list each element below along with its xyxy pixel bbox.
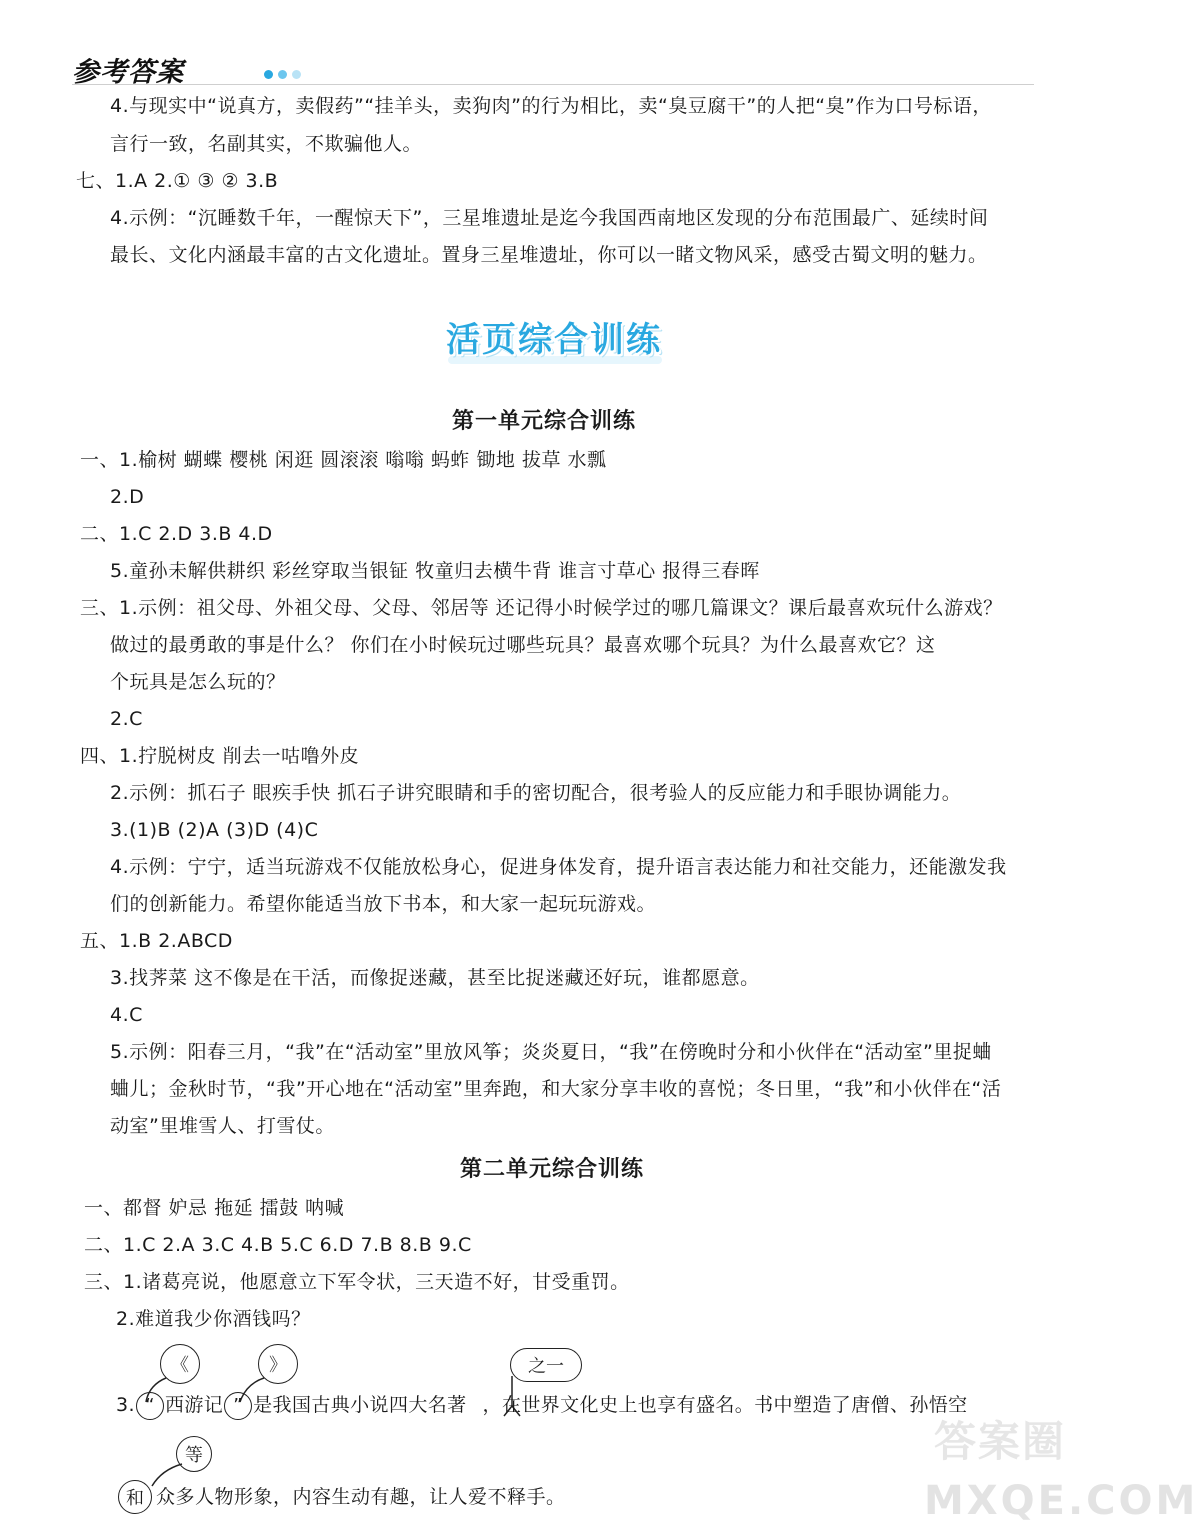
- unit1-line: 四、1.拧脱树皮 削去一咕噜外皮: [80, 745, 360, 767]
- unit2-line: 2.难道我少你酒钱吗？: [116, 1308, 311, 1330]
- unit1-line: 4.示例：宁宁，适当玩游戏不仅能放松身心，促进身体发育，提升语言表达能力和社交能力，还能激发我: [110, 856, 1007, 878]
- proof-mark-he: 和: [118, 1480, 152, 1514]
- header-title: 参考答案: [72, 57, 184, 88]
- watermark-url: MXQE.COM: [924, 1478, 1198, 1524]
- unit1-line: 五、1.B 2.ABCD: [80, 930, 233, 952]
- unit2-line: 一、都督 妒忌 拖延 擂鼓 呐喊: [84, 1197, 345, 1219]
- line-number: 3.: [116, 1394, 135, 1416]
- header-dot: [264, 70, 273, 79]
- unit1-line: 个玩具是怎么玩的？: [110, 671, 286, 693]
- unit1-line: 5.童孙未解供耕织 彩丝穿取当银钲 牧童归去横牛背 谁言寸草心 报得三春晖: [110, 560, 760, 582]
- answer-line: 言行一致，名副其实，不欺骗他人。: [110, 133, 423, 155]
- sentence-part: 是我国古典小说四大名著: [253, 1394, 467, 1416]
- unit1-title: 第一单元综合训练: [452, 409, 637, 434]
- header-dot: [278, 70, 287, 79]
- quote-mark-circled: ”: [224, 1392, 252, 1420]
- proof-mark-close-book: 》: [258, 1344, 298, 1384]
- unit2-line: 二、1.C 2.A 3.C 4.B 5.C 6.D 7.B 8.B 9.C: [84, 1234, 472, 1256]
- unit1-line: 一、1.榆树 蝴蝶 樱桃 闲逛 圆滚滚 嗡嗡 蚂蚱 锄地 拔草 水瓢: [80, 449, 607, 471]
- quote-mark-circled: “: [136, 1392, 164, 1420]
- watermark-logo: 答案圈: [933, 1417, 1066, 1466]
- unit1-line: 2.示例：抓石子 眼疾手快 抓石子讲究眼睛和手的密切配合，很考验人的反应能力和手眼协调能力。: [110, 782, 962, 804]
- unit1-line: 4.C: [110, 1004, 143, 1026]
- answer-line: 4.示例：“沉睡数千年，一醒惊天下”，三星堆遗址是迄今我国西南地区发现的分布范围最广、延续时间: [110, 207, 989, 229]
- unit1-line: 动室”里堆雪人、打雪仗。: [110, 1115, 335, 1137]
- unit2-line: 三、1.诸葛亮说，他愿意立下军令状，三天造不好，甘受重罚。: [84, 1271, 630, 1293]
- unit1-line: 们的创新能力。希望你能适当放下书本，和大家一起玩玩游戏。: [110, 893, 657, 915]
- unit2-line-3: [116, 1391, 968, 1420]
- unit1-line: 3.(1)B (2)A (3)D (4)C: [110, 819, 319, 841]
- proof-mark-deng: 等: [176, 1436, 212, 1472]
- unit1-line: 做过的最勇敢的事是什么？ 你们在小时候玩过哪些玩具？最喜欢哪个玩具？为什么最喜欢它？这: [110, 634, 936, 656]
- answer-line: 4.与现实中“说真方，卖假药”“挂羊头，卖狗肉”的行为相比，卖“臭豆腐干”的人把“臭”作为口号标语，: [110, 95, 992, 117]
- unit1-line: 5.示例：阳春三月，“我”在“活动室”里放风筝；炎炎夏日，“我”在傍晚时分和小伙伴在“活动室”里捉蛐: [110, 1041, 992, 1063]
- proof-mark-insert: 之一: [510, 1348, 582, 1382]
- unit1-line: 2.C: [110, 708, 143, 730]
- proof-mark-open-book: 《: [160, 1344, 200, 1384]
- unit1-line: 2.D: [110, 486, 145, 508]
- section-title: 活页综合训练: [446, 320, 662, 360]
- unit2-line-4: 众多人物形象，内容生动有趣，让人爱不释手。: [156, 1486, 566, 1508]
- header-dots: [264, 64, 306, 83]
- unit1-line: 3.找荠菜 这不像是在干活，而像捉迷藏，甚至比捉迷藏还好玩，谁都愿意。: [110, 967, 760, 989]
- unit1-line: 蛐儿；金秋时节，“我”开心地在“活动室”里奔跑，和大家分享丰收的喜悦；冬日里，“我”和小伙伴在“活: [110, 1078, 1002, 1100]
- book-title-text: 西游记: [164, 1394, 224, 1416]
- sentence-part: ，在世界文化史上也享有盛名。书中塑造了唐僧、孙悟空: [482, 1394, 968, 1416]
- unit2-title: 第二单元综合训练: [460, 1157, 645, 1182]
- header-dot: [292, 70, 301, 79]
- unit1-line: 二、1.C 2.D 3.B 4.D: [80, 523, 273, 545]
- answer-line: 最长、文化内涵最丰富的古文化遗址。置身三星堆遗址，你可以一睹文物风采，感受古蜀文明的魅力。: [110, 244, 988, 266]
- answer-line: 七、1.A 2.① ③ ② 3.B: [76, 170, 279, 192]
- page-header: [72, 48, 1034, 88]
- unit1-line: 三、1.示例：祖父母、外祖父母、父母、邻居等 还记得小时候学过的哪几篇课文？课后最喜欢玩什么游戏？: [80, 597, 1003, 619]
